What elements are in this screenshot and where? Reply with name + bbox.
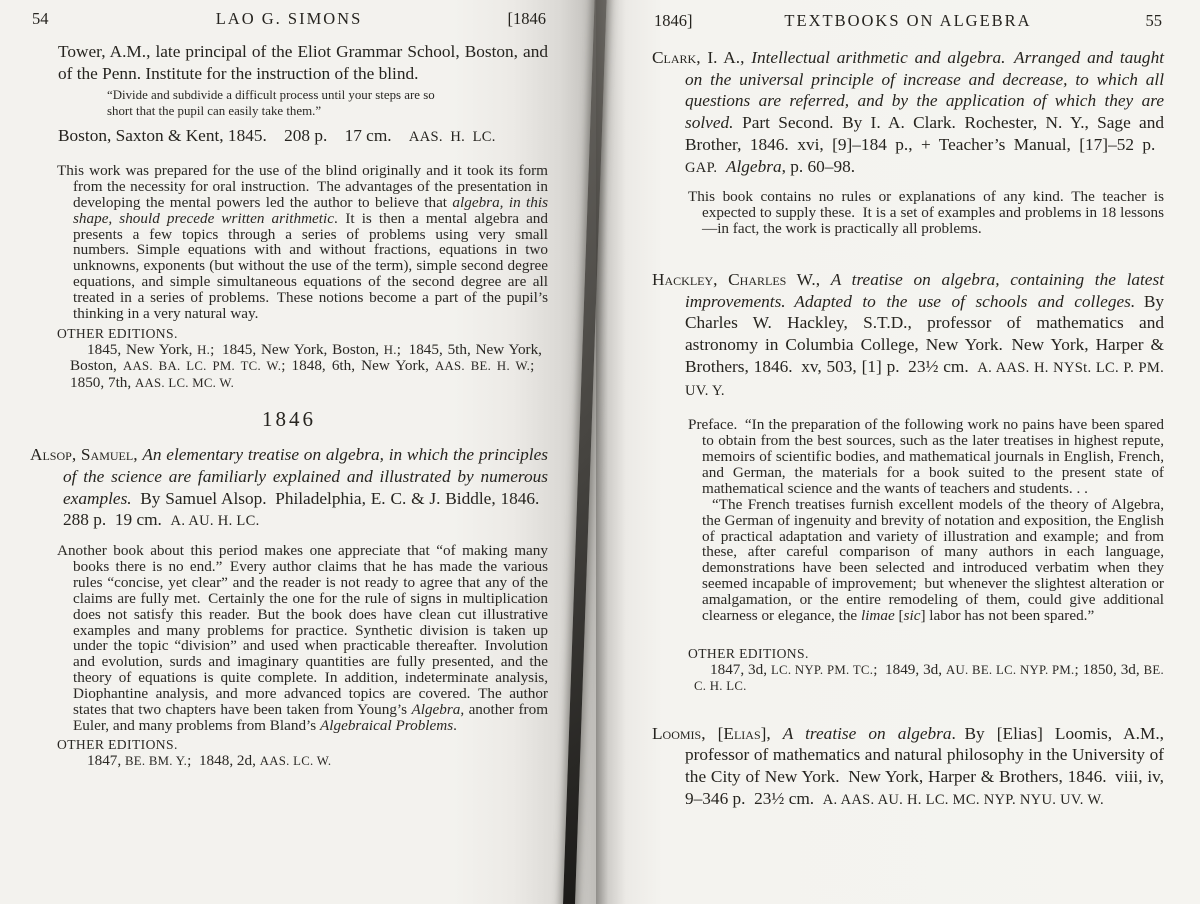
entry-clark: Clark, I. A., Intellectual arithmetic and algebra. Arranged and taught on the universal principle of increase and decrease, to which all questions are referred, and by the application of which they are solved. Part Second. By I. A. Clark. Rochester, N. Y., Sage and Brother, 1846. xvi, [9]–184 p., + Teacher’s Manual, [17]–52 p. GAP. Algebra, p. 60–98. <box>652 48 1165 176</box>
right-running-title: TEXTBOOKS ON ALGEBRA <box>784 11 1032 30</box>
left-year-marker: [1846 <box>507 9 546 28</box>
annotation-hackley-preface-1: Preface. “In the preparation of the following work no pains have been spared to obtain from the best sources, such as the later treatises in highest repute, memoirs of scientific bodies, and mathematical journals in English, French, and German, the materials for a book suited to the present state of mathematical science and the wants of teachers and students. . . <box>688 416 1164 497</box>
right-year-marker: 1846] <box>654 11 693 30</box>
left-running-title: LAO G. SIMONS <box>215 9 363 28</box>
editions-list-alsop: 1847, BE. BM. Y.; 1848, 2d, AAS. LC. W. <box>87 751 332 769</box>
entry-hackley: Hackley, Charles W., A treatise on algebra, containing the latest improvements. Adapted to the use of schools and colleges. By Charles W. Hackley, S.T.D., professor of mathematics and astronomy in Columbia College, New York. New York, Harper & Brothers, 1846. xv, 503, [1] p. 23½ cm. A. AAS. H. NYSt. LC. P. PM. UV. Y. <box>652 269 1165 400</box>
left-page-number: 54 <box>32 9 49 28</box>
quote-block: “Divide and subdivide a difficult process until your steps are so short that the pupil can easily take them.” <box>107 88 435 118</box>
year-section-heading: 1846 <box>262 407 316 432</box>
annotation-hackley-preface-2: “The French treatises furnish excellent models of the theory of Algebra, the German of ingenuity and brevity of notation and exposition, the English of practical adaptation and variety of illustration and example; and from these, after careful comparison of many authors in each language, demonstrations have been selected and introduced verbatim when they seemed incapable of improvement; but whenever the slightest alteration or amalgamation, or the entire remodeling of them, could give additional clearness or elegance, the limae [sic] labor has not been spared.” <box>702 495 1164 625</box>
annotation-clark: This book contains no rules or explanations of any kind. The teacher is expected to supply these. It is a set of examples and problems in 18 lessons—in fact, the work is practically all problems. <box>688 188 1164 238</box>
editions-list-hackley: 1847, 3d, LC. NYP. PM. TC.; 1849, 3d, AU. BE. LC. NYP. PM.; 1850, 3d, BE. C. H. LC. <box>694 660 1164 694</box>
entry-loomis: Loomis, [Elias], A treatise on algebra. By [Elias] Loomis, A.M., professor of mathematics and natural philosophy in the University of the City of New York. New York, Harper & Brothers, 1846. viii, iv, 9–346 p. 23½ cm. A. AAS. AU. H. LC. MC. NYP. NYU. UV. W. <box>652 723 1164 808</box>
entry-continuation-tower: Tower, A.M., late principal of the Eliot Grammar School, Boston, and of the Penn. Institute for the instruction of the blind. <box>58 42 548 83</box>
right-page-header <box>652 11 1164 35</box>
left-page <box>0 0 596 904</box>
entry-alsop: Alsop, Samuel, An elementary treatise on algebra, in which the principles of the science are familiarly explained and illustrated by numerous examples. By Samuel Alsop. Philadelphia, E. C. & J. Biddle, 1846. 288 p. 19 cm. A. AU. H. LC. <box>30 445 548 530</box>
right-page <box>596 0 1200 904</box>
other-editions-label: OTHER EDITIONS. <box>57 736 178 752</box>
annotation-alsop: Another book about this period makes one appreciate that “of making many books there is no end.” Every author claims that he has made the various rules “concise, yet clear” and the reader is not ready to agree that any of the claims are fully met. Certainly the one for the rule of signs in multiplication does not satisfy this reader. But the book does have clean cut illustrative examples and many problems for practice. Synthetic division is taken up under the topic “division” and used when practicable thereafter. Involution and evolution, surds and imaginary quantities are fully presented, and the theory of equations is quite complete. In addition, indeterminate analysis, Diophantine analysis, and more advanced topics are covered. The author states that two chapters have been taken from Young’s Algebra, another from Euler, and many problems from Bland’s Algebraical Problems. <box>57 542 549 734</box>
imprint-line: Boston, Saxton & Kent, 1845. 208 p. 17 cm. AAS. H. LC. <box>58 126 496 146</box>
annotation-tower: This work was prepared for the use of the blind originally and it took its form from the necessity for oral instruction. The advantages of the presentation in developing the mental powers led the author to believe that algebra, in this shape, should precede written arithmetic. It is then a mental algebra and presents a few topics through a series of problems using very small numbers. Simple equations with and without fractions, equations in two unknowns, exponents (but without the use of the term), simple second degree equations, and simple simultaneous equations of the second degree are all treated in a series of problems. These notions become a part of the pupil’s thinking in a very natural way. <box>57 161 548 323</box>
right-page-number: 55 <box>1145 11 1162 30</box>
other-editions-label: OTHER EDITIONS. <box>688 645 809 661</box>
editions-list-tower: 1845, New York, H.; 1845, New York, Boston, H.; 1845, 5th, New York, Boston, AAS. BA. LC. PM. TC. W.; 1848, 6th, New York, AAS. BE. H. W.; 1850, 7th, AAS. LC. MC. W. <box>70 340 542 391</box>
left-page-header <box>30 9 548 33</box>
other-editions-label: OTHER EDITIONS. <box>57 325 178 341</box>
